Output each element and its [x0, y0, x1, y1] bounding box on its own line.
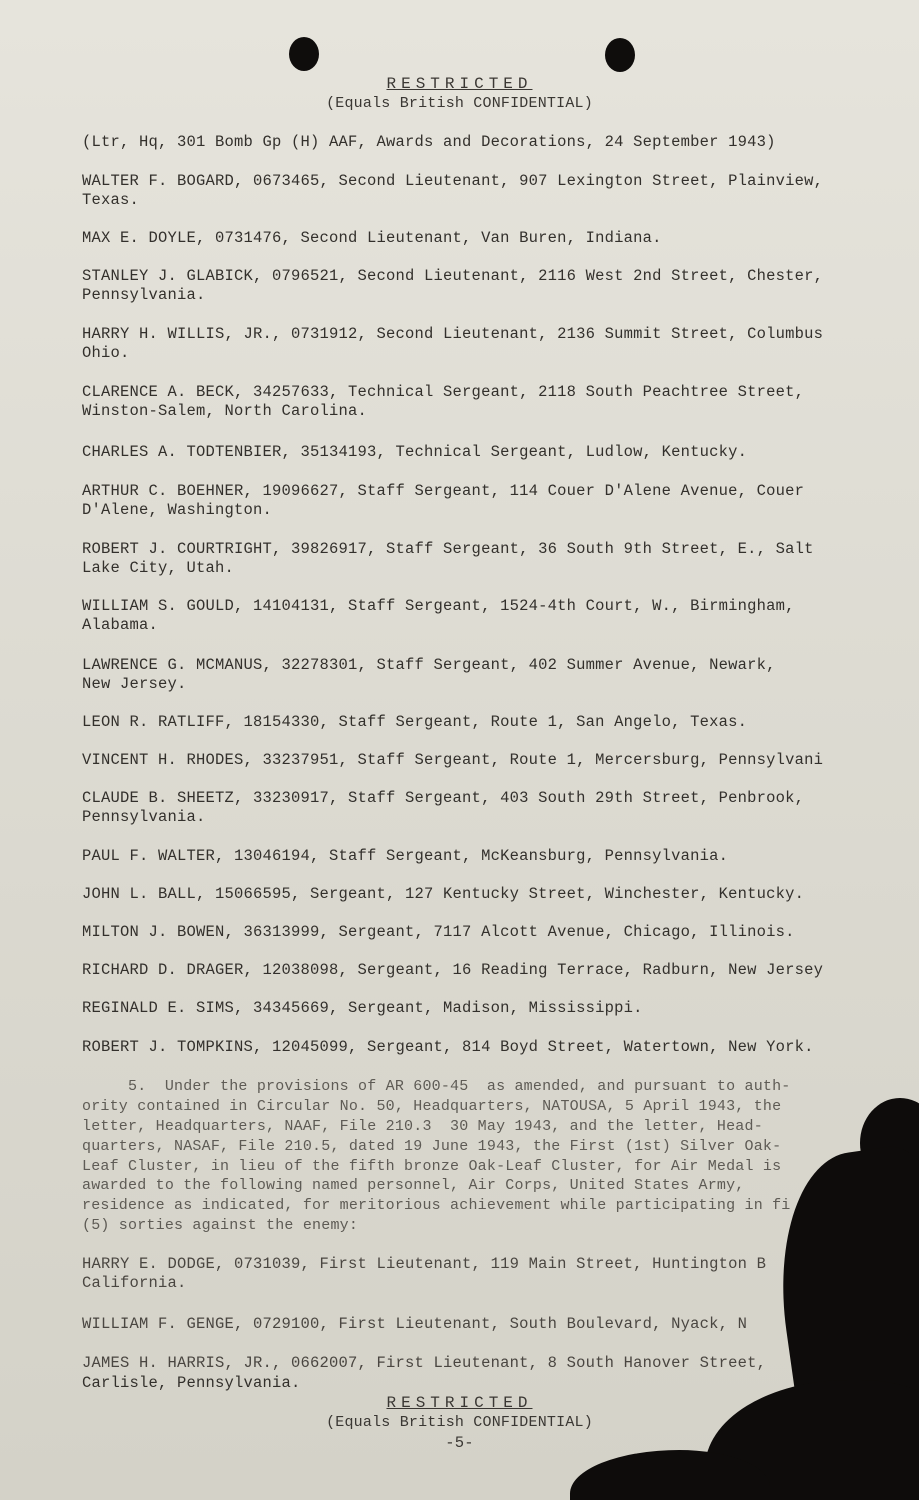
entry-line: D'Alene, Washington.	[82, 501, 273, 519]
entry-line: Winston-Salem, North Carolina.	[82, 402, 368, 420]
entry-line: JOHN L. BALL, 15066595, Sergeant, 127 Kentucky Street, Winchester, Kentucky.	[82, 885, 805, 903]
punch-hole	[289, 37, 319, 71]
entry-line: VINCENT H. RHODES, 33237951, Staff Sergeant, Route 1, Mercersburg, Pennsylvani	[82, 751, 824, 769]
entry-line: California.	[82, 1274, 187, 1292]
entry-line: JAMES H. HARRIS, JR., 0662007, First Lieutenant, 8 South Hanover Street,	[82, 1354, 767, 1372]
entry-line: HARRY E. DODGE, 0731039, First Lieutenant, 119 Main Street, Huntington B	[82, 1255, 767, 1273]
entry-line: New Jersey.	[82, 675, 187, 693]
entry-line: Carlisle, Pennsylvania.	[82, 1374, 301, 1392]
punch-hole	[605, 38, 635, 72]
paragraph-line: 5. Under the provisions of AR 600-45 as amended, and pursuant to auth-	[82, 1078, 791, 1095]
entry-line: STANLEY J. GLABICK, 0796521, Second Lieutenant, 2116 West 2nd Street, Chester,	[82, 267, 824, 285]
entry-line: Ohio.	[82, 344, 130, 362]
paragraph-line: Leaf Cluster, in lieu of the fifth bronze Oak-Leaf Cluster, for Air Medal is	[82, 1158, 782, 1175]
paragraph-line: ority contained in Circular No. 50, Headquarters, NATOUSA, 5 April 1943, the	[82, 1098, 782, 1115]
entry-line: WALTER F. BOGARD, 0673465, Second Lieutenant, 907 Lexington Street, Plainview,	[82, 172, 824, 190]
entry-line: ROBERT J. TOMPKINS, 12045099, Sergeant, 814 Boyd Street, Watertown, New York.	[82, 1038, 814, 1056]
entry-line: RICHARD D. DRAGER, 12038098, Sergeant, 16 Reading Terrace, Radburn, New Jersey	[82, 961, 824, 979]
entry-line: MILTON J. BOWEN, 36313999, Sergeant, 7117 Alcott Avenue, Chicago, Illinois.	[82, 923, 795, 941]
entry-line: Lake City, Utah.	[82, 559, 235, 577]
paragraph-line: letter, Headquarters, NAAF, File 210.3 30 May 1943, and the letter, Head-	[82, 1118, 763, 1135]
entry-line: ARTHUR C. BOEHNER, 19096627, Staff Sergeant, 114 Couer D'Alene Avenue, Couer	[82, 482, 805, 500]
entry-line: CHARLES A. TODTENBIER, 35134193, Technical Sergeant, Ludlow, Kentucky.	[82, 443, 748, 461]
footer-classification: RESTRICTED	[386, 1394, 533, 1412]
reference-line: (Ltr, Hq, 301 Bomb Gp (H) AAF, Awards and Decorations, 24 September 1943)	[82, 133, 776, 151]
entry-line: REGINALD E. SIMS, 34345669, Sergeant, Madison, Mississippi.	[82, 999, 643, 1017]
header-equivalence: (Equals British CONFIDENTIAL)	[326, 95, 593, 112]
page-number: -5-	[445, 1434, 474, 1452]
entry-line: CLARENCE A. BECK, 34257633, Technical Sergeant, 2118 South Peachtree Street,	[82, 383, 805, 401]
entry-line: WILLIAM F. GENGE, 0729100, First Lieutenant, South Boulevard, Nyack, N	[82, 1315, 748, 1333]
entry-line: PAUL F. WALTER, 13046194, Staff Sergeant, McKeansburg, Pennsylvania.	[82, 847, 729, 865]
header-classification: RESTRICTED	[386, 75, 533, 93]
paragraph-line: awarded to the following named personnel, Air Corps, United States Army,	[82, 1177, 745, 1194]
paragraph-line: (5) sorties against the enemy:	[82, 1217, 359, 1234]
entry-line: WILLIAM S. GOULD, 14104131, Staff Sergeant, 1524-4th Court, W., Birmingham,	[82, 597, 795, 615]
entry-line: Alabama.	[82, 616, 159, 634]
entry-line: CLAUDE B. SHEETZ, 33230917, Staff Sergeant, 403 South 29th Street, Penbrook,	[82, 789, 805, 807]
entry-line: Pennsylvania.	[82, 286, 206, 304]
entry-line: LEON R. RATLIFF, 18154330, Staff Sergeant, Route 1, San Angelo, Texas.	[82, 713, 748, 731]
entry-line: MAX E. DOYLE, 0731476, Second Lieutenant, Van Buren, Indiana.	[82, 229, 662, 247]
entry-line: Pennsylvania.	[82, 808, 206, 826]
paragraph-line: quarters, NASAF, File 210.5, dated 19 June 1943, the First (1st) Silver Oak-	[82, 1138, 782, 1155]
footer-equivalence: (Equals British CONFIDENTIAL)	[326, 1414, 593, 1431]
entry-line: ROBERT J. COURTRIGHT, 39826917, Staff Sergeant, 36 South 9th Street, E., Salt	[82, 540, 814, 558]
entry-line: LAWRENCE G. MCMANUS, 32278301, Staff Sergeant, 402 Summer Avenue, Newark,	[82, 656, 776, 674]
entry-line: Texas.	[82, 191, 140, 209]
paragraph-line: residence as indicated, for meritorious achievement while participating in fi	[82, 1197, 791, 1214]
entry-line: HARRY H. WILLIS, JR., 0731912, Second Lieutenant, 2136 Summit Street, Columbus	[82, 325, 824, 343]
